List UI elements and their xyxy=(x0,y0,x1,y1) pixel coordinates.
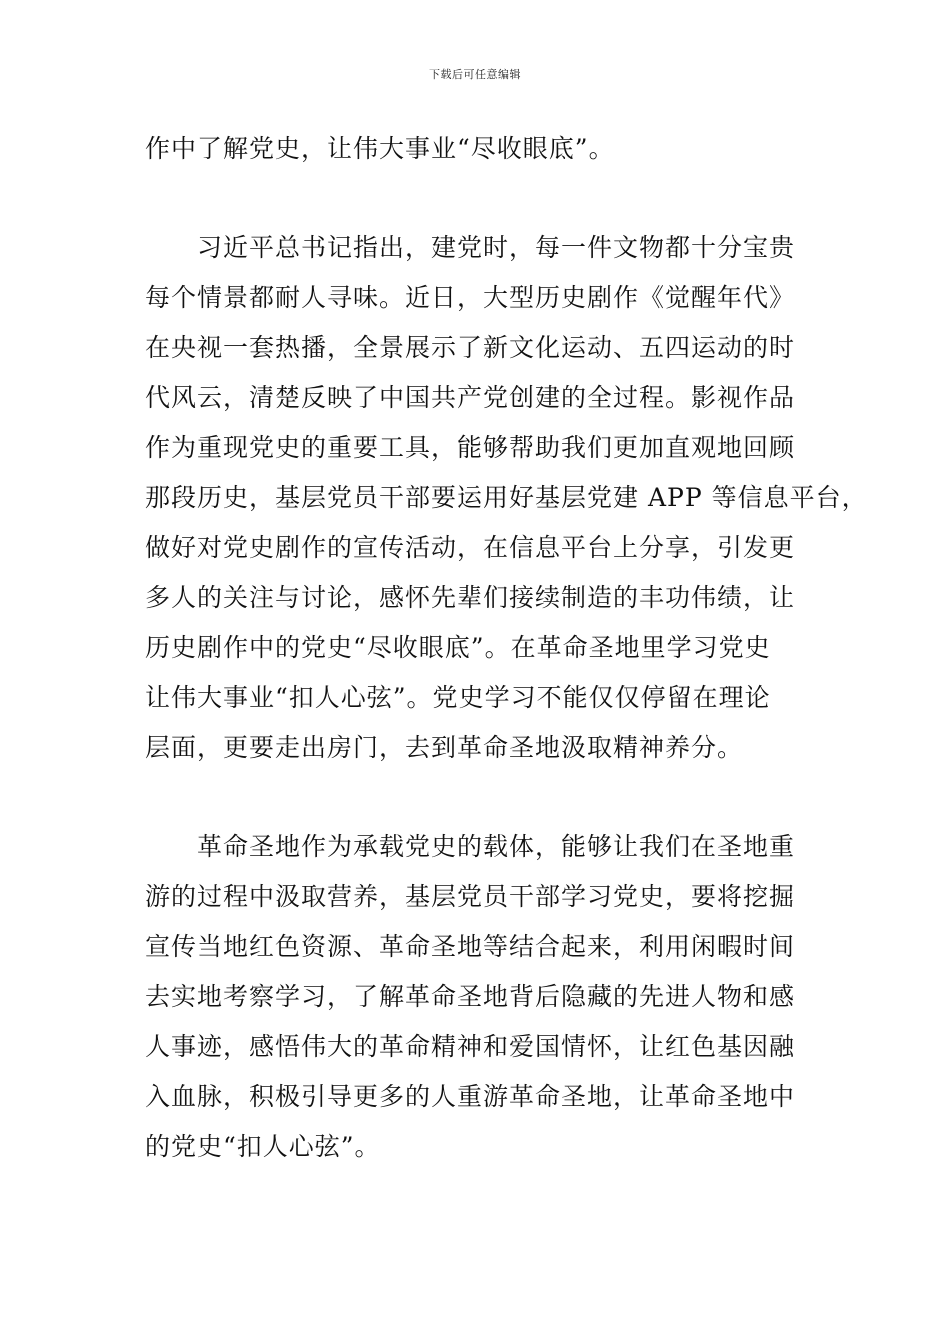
text-line: 代风云，清楚反映了中国共产党创建的全过程。影视作品 xyxy=(145,383,796,412)
text-line: 让伟大事业“扣人心弦”。党史学习不能仅仅停留在理论 xyxy=(145,683,771,712)
text-line: 那段历史，基层党员干部要运用好基层党建 APP 等信息平台， xyxy=(145,483,868,512)
text-line: 习近平总书记指出，建党时，每一件文物都十分宝贵 xyxy=(145,233,796,262)
text-line: 多人的关注与讨论，感怀先辈们接续制造的丰功伟绩，让 xyxy=(145,583,796,612)
text-line: 革命圣地作为承载党史的载体，能够让我们在圣地重 xyxy=(145,832,796,861)
text-line: 层面，更要走出房门，去到革命圣地汲取精神养分。 xyxy=(145,733,744,762)
text-line: 历史剧作中的党史“尽收眼底”。在革命圣地里学习党史 xyxy=(145,633,771,662)
text-line: 游的过程中汲取营养，基层党员干部学习党史，要将挖掘 xyxy=(145,882,796,911)
text-line: 在央视一套热播，全景展示了新文化运动、五四运动的时 xyxy=(145,333,796,362)
header-note: 下载后可任意编辑 xyxy=(429,68,521,81)
text-line: 去实地考察学习，了解革命圣地背后隐藏的先进人物和感 xyxy=(145,982,796,1011)
text-line: 的党史“扣人心弦”。 xyxy=(145,1132,381,1161)
text-line: 做好对党史剧作的宣传活动，在信息平台上分享，引发更 xyxy=(145,533,796,562)
text-line: 作为重现党史的重要工具，能够帮助我们更加直观地回顾 xyxy=(145,433,796,462)
text-line: 作中了解党史，让伟大事业“尽收眼底”。 xyxy=(145,134,615,163)
text-line: 每个情景都耐人寻味。近日，大型历史剧作《觉醒年代》 xyxy=(145,283,796,312)
text-line: 人事迹，感悟伟大的革命精神和爱国情怀，让红色基因融 xyxy=(145,1032,796,1061)
text-line: 宣传当地红色资源、革命圣地等结合起来，利用闲暇时间 xyxy=(145,932,796,961)
text-line: 入血脉，积极引导更多的人重游革命圣地，让革命圣地中 xyxy=(145,1082,796,1111)
